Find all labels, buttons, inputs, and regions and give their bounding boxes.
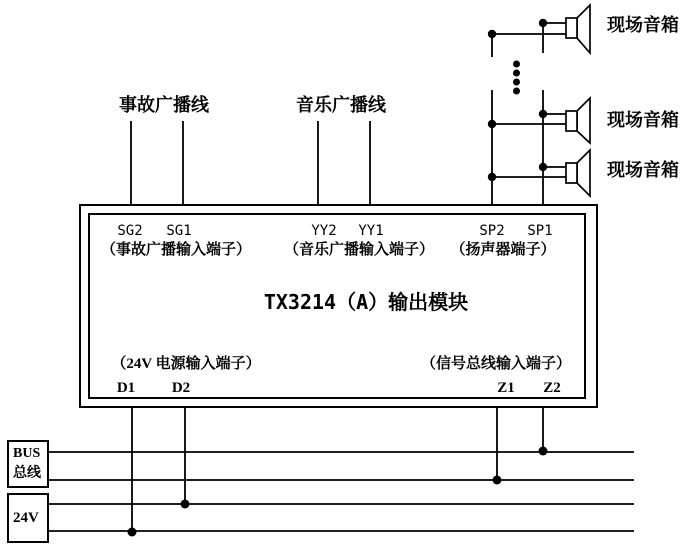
terminal-sg1-label: SG1 (166, 223, 192, 239)
terminal-yy2-label: YY2 (311, 223, 337, 239)
terminal-z2-label: Z2 (543, 380, 561, 396)
speaker-icon (566, 5, 590, 53)
group-label-music-input: （音乐广播输入端子） (283, 242, 435, 258)
group-label-24v-input: （24V 电源输入端子） (111, 356, 261, 372)
terminal-sp1-label: SP1 (527, 223, 553, 239)
bus-box-label: BUS (13, 446, 41, 461)
terminal-d2-label: D2 (171, 380, 191, 396)
bus-lines (48, 452, 634, 531)
bottom-terminal-wires (132, 407, 543, 532)
group-label-signal-bus-input: （信号总线输入端子） (420, 356, 572, 372)
ellipsis-dots (513, 61, 520, 95)
field-speaker-label: 现场音箱 (607, 110, 679, 130)
bus-box (7, 440, 49, 488)
terminal-z1-label: Z1 (497, 380, 515, 396)
terminal-sg2-label: SG2 (117, 223, 143, 239)
accident-broadcast-line-label: 事故广播线 (119, 95, 209, 115)
speaker-riser-wires (492, 23, 566, 205)
music-broadcast-line-label: 音乐广播线 (296, 95, 386, 115)
speaker-icon (566, 98, 590, 143)
terminal-d1-label: D1 (116, 380, 136, 396)
terminal-sp2-label: SP2 (479, 223, 505, 239)
group-label-accident-input: （事故广播输入端子） (100, 242, 252, 258)
field-speaker-label: 现场音箱 (607, 160, 679, 180)
power-box (7, 493, 49, 543)
bus-box-label-cn: 总线 (13, 466, 41, 481)
group-label-speaker-terminals: （扬声器端子） (450, 242, 556, 258)
module-title: TX3214（A）输出模块 (263, 290, 469, 314)
terminal-yy1-label: YY1 (358, 223, 384, 239)
power-box-label: 24V (13, 509, 39, 526)
field-speaker-label: 现场音箱 (607, 15, 679, 35)
input-wires (131, 121, 370, 205)
speaker-icon (566, 150, 590, 196)
